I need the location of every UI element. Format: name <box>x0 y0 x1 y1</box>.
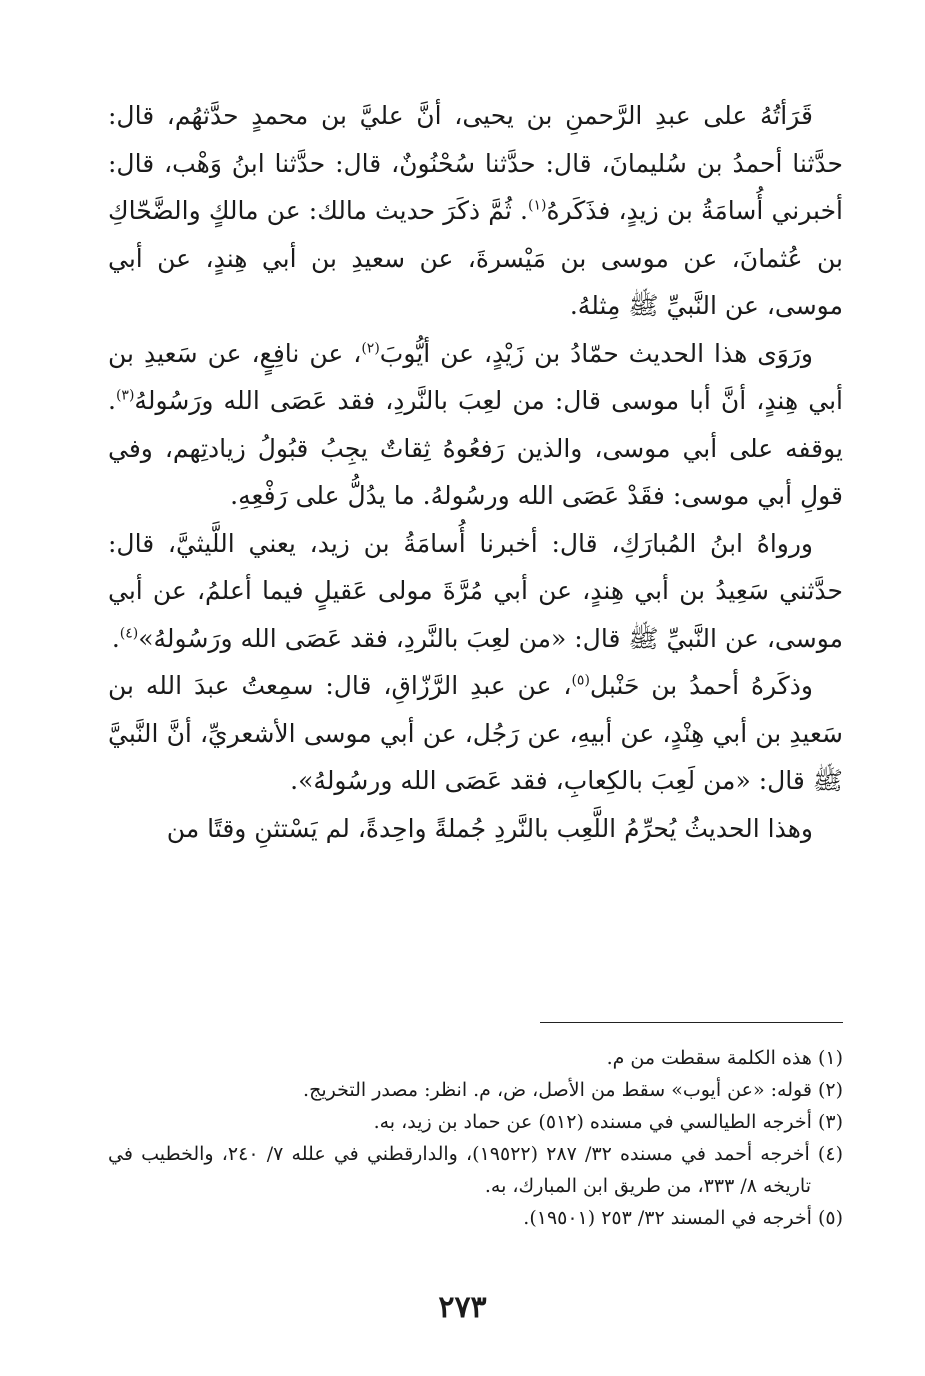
paragraph-4-text-a: وذكَرهُ أحمدُ بن حَنْبل <box>589 671 813 700</box>
main-text <box>108 92 843 852</box>
footnote-ref-4: (٤) <box>119 625 139 642</box>
footnote-ref-1: (١) <box>527 197 547 214</box>
paragraph-2-text-b: ، عن نافِعٍ، عن سَعيدِ بن أبي هِندٍ، أنَّ أبا موسى قال: من لعِبَ بالنَّردِ، فقد عَصَى الله ورَسُولهُ <box>108 338 843 415</box>
footnote-ref-5: (٥) <box>571 672 590 689</box>
footnote-5: (٥) أخرجه في المسند ٣٢/ ٢٥٣ (١٩٥٠١). <box>523 1207 843 1229</box>
paragraph-2-text-a: ورَوَى هذا الحديث حمّادُ بن زَيْدٍ، عن أيُّوبَ <box>379 338 814 368</box>
paragraph-4 <box>108 662 843 805</box>
footnote-2: (٢) قوله: «عن أيوب» سقط من الأصل، ض، م. انظر: مصدر التخريج. <box>303 1079 843 1101</box>
paragraph-3 <box>108 520 843 663</box>
footnote-1: (١) هذه الكلمة سقطت من م. <box>606 1047 843 1069</box>
paragraph-3-text-a: ورواهُ ابنُ المُبارَكِ، قال: أخبرنا أُسامَةُ بن زيد، يعني اللَّيثيَّ، قال: حدَّثني سَعِيدُ بن أبي هِندٍ، عن أبي مُرَّةَ مولى عَقيلٍ فيما أعلمُ، عن أبي موسى، عن النَّبيِّ ﷺ قال: «من لعِبَ بالنَّردِ، فقد عَصَى الله ورَسُولهُ» <box>108 528 843 653</box>
paragraph-5: وهذا الحديثُ يُحرِّمُ اللَّعِب بالنَّردِ جُملةً واحِدةً، لم يَسْتثنِ وقتًا من <box>166 813 813 843</box>
footnote-3: (٣) أخرجه الطيالسي في مسنده (٥١٢) عن حماد بن زيد، به. <box>373 1111 843 1133</box>
footnote-4: (٤) أخرجه أحمد في مسنده ٣٢/ ٢٨٧ (١٩٥٢٢)، والدارقطني في علله ٧/ ٢٤٠، والخطيب في تاريخه ٨/ ٣٣٣، من طريق ابن المبارك، به. <box>108 1143 843 1197</box>
paragraph-1-tail: . ثُمَّ ذكَرَ حديث مالك: عن مالكٍ والضَّحّاكِ بن عُثمانَ، عن موسى بن مَيْسرةَ، عن سعيدِ بن أبي هِندٍ، عن أبي موسى، عن النَّبيِّ ﷺ مِثلهُ. <box>108 196 843 320</box>
footnote-separator <box>540 1022 843 1023</box>
paragraph-2 <box>108 330 843 520</box>
paragraph-2-text-c: . يوقفه على أبي موسى، والذين رَفعُوهُ ثِقاتٌ يجِبُ قبُولُ زيادتِهم، وفي قولِ أبي موسى: فقَدْ عَصَى الله ورسُولهُ. ما يدُلُّ على رَفْعِهِ. <box>108 386 843 510</box>
footnotes <box>108 1042 843 1234</box>
paragraph-1-text: قَرَأتُهُ على عبدِ الرَّحمنِ بن يحيى، أنَّ عليَّ بن محمدٍ حدَّثهُم، قال: حدَّثنا أحمدُ بن سُليمانَ، قال: حدَّثنا سُحْنُونٌ، قال: حدَّثنا ابنُ وَهْب، قال: أخبرني أُسامَةُ بن زيدٍ، فذَكَرهُ <box>108 101 843 225</box>
paragraph-3-text-b: . <box>111 623 120 653</box>
paragraph-4-text-b: ، عن عبدِ الرَّزّاقِ، قال: سمِعتُ عبدَ الله بن سَعيدِ بن أبي هِنْدٍ، عن أبيهِ، عن رَجُل، عن أبي موسى الأشعريِّ، أنَّ النَّبيَّ ﷺ قال: «من لَعِبَ بالكِعابِ، فقد عَصَى الله ورسُولهُ». <box>108 671 843 795</box>
page-number: ٢٧٣ <box>438 1290 487 1325</box>
footnote-ref-3: (٣) <box>115 387 135 404</box>
footnote-ref-2: (٢) <box>361 340 380 357</box>
paragraph-1 <box>108 92 843 330</box>
